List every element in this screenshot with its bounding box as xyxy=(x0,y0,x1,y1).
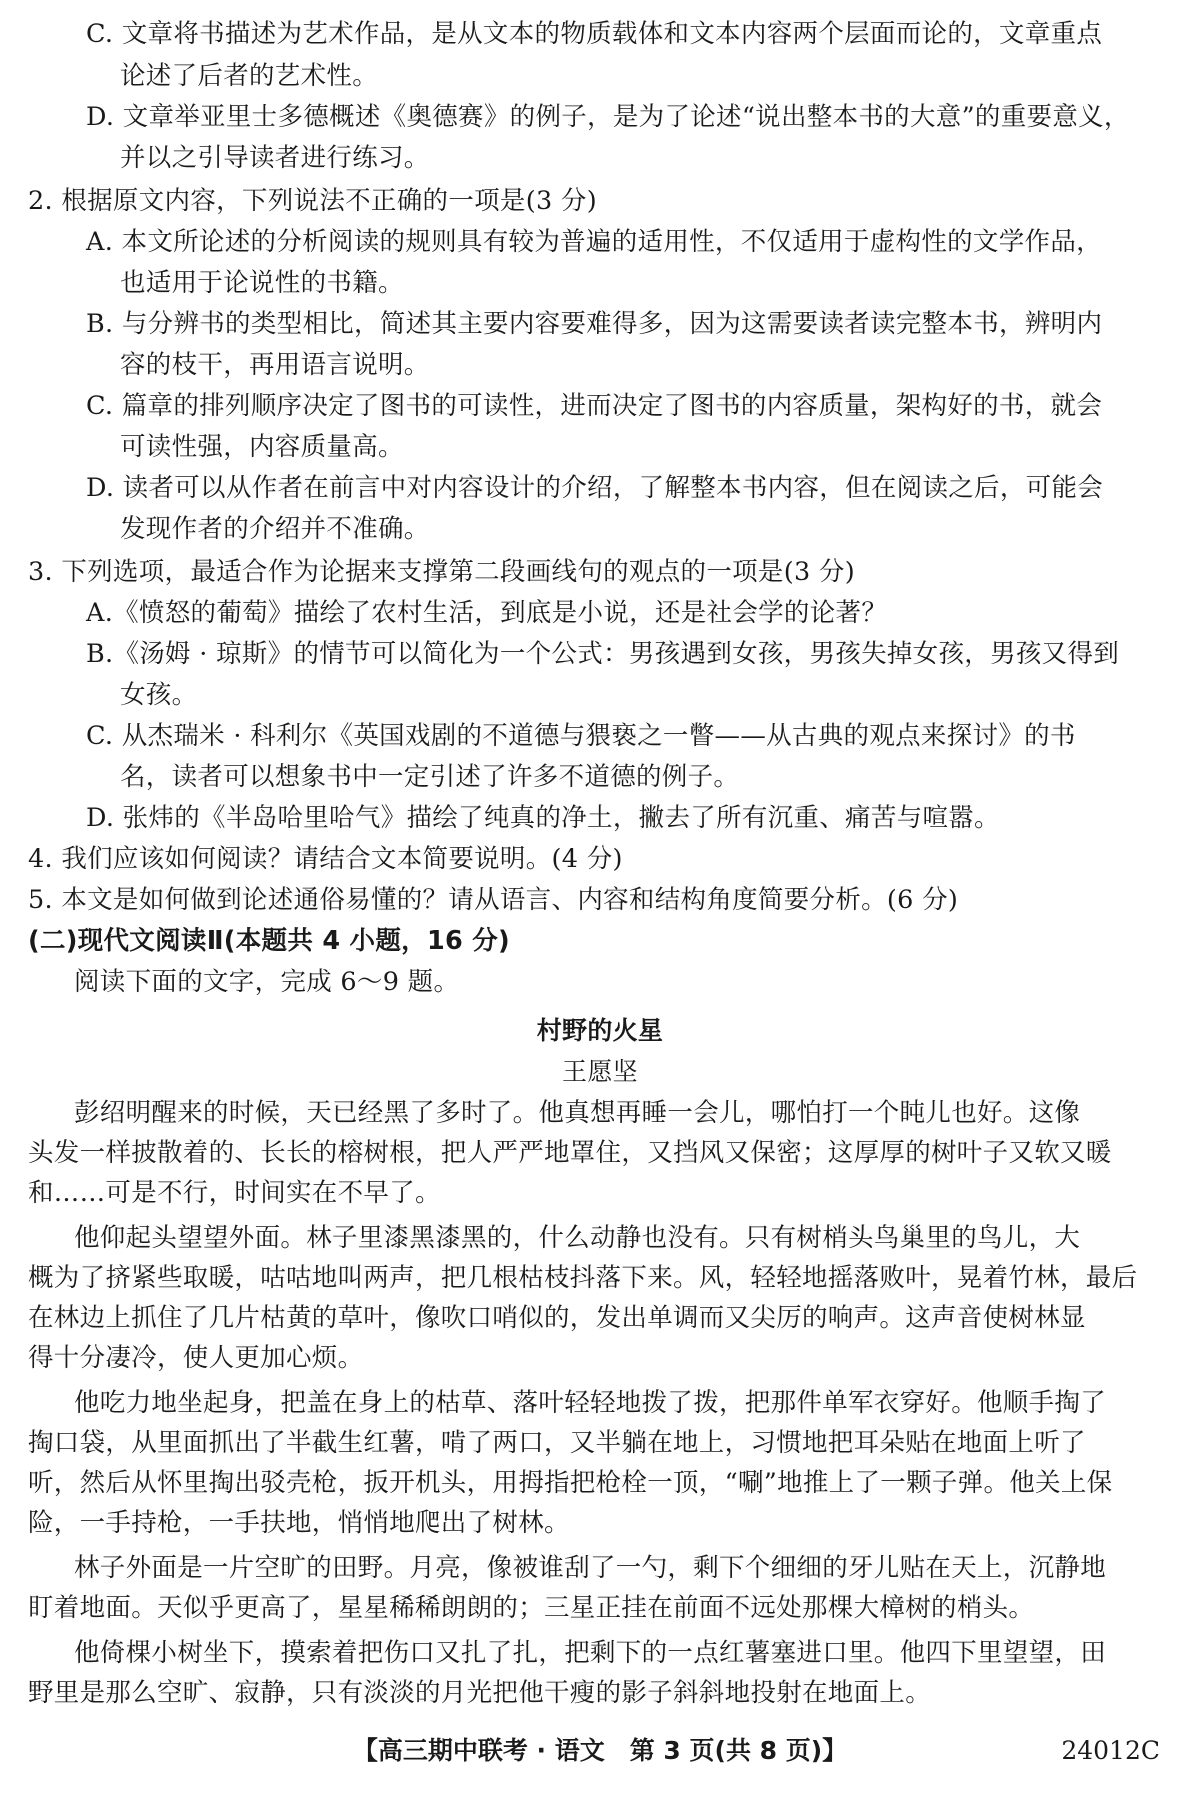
q3-option-c-line1: C. 从杰瑞米 · 科利尔《英国戏剧的不道德与猥亵之一瞥——从古典的观点来探讨》的书 xyxy=(86,721,1076,751)
q2-option-a-line2: 也适用于论说性的书籍。 xyxy=(120,268,404,298)
passage-p3-line2: 掏口袋，从里面抓出了半截生红薯，啃了两口，又半躺在地上，习惯地把耳朵贴在地面上听了 xyxy=(28,1428,1086,1458)
passage-author: 王愿坚 xyxy=(562,1057,638,1086)
page-footer: 【高三期中联考 · 语文 第 3 页(共 8 页)】 xyxy=(352,1736,848,1765)
section2-heading: (二)现代文阅读Ⅱ(本题共 4 小题，16 分) xyxy=(28,926,510,956)
q2-option-a-line1: A. 本文所论述的分析阅读的规则具有较为普遍的适用性，不仅适用于虚构性的文学作品， xyxy=(86,227,1102,257)
q2-option-c-line2: 可读性强，内容质量高。 xyxy=(120,432,404,462)
q1-option-c-line1: C. 文章将书描述为艺术作品，是从文本的物质载体和文本内容两个层面而论的，文章重点 xyxy=(86,19,1103,49)
passage-p3-line1: 他吃力地坐起身，把盖在身上的枯草、落叶轻轻地拨了拨，把那件单军衣穿好。他顺手掏了 xyxy=(74,1388,1107,1418)
q2-option-b-line1: B. 与分辨书的类型相比，简述其主要内容要难得多，因为这需要读者读完整本书，辨明内 xyxy=(86,309,1103,339)
q3-option-b-line2: 女孩。 xyxy=(120,680,198,710)
passage-p2-line2: 概为了挤紧些取暖，咕咕地叫两声，把几根枯枝抖落下来。风，轻轻地摇落败叶，晃着竹林，最后 xyxy=(28,1263,1138,1293)
passage-p4-line2: 盯着地面。天似乎更高了，星星稀稀朗朗的；三星正挂在前面不远处那棵大樟树的梢头。 xyxy=(28,1593,1035,1623)
q3-option-c-line2: 名，读者可以想象书中一定引述了许多不道德的例子。 xyxy=(120,762,740,792)
q2-option-d-line2: 发现作者的介绍并不准确。 xyxy=(120,514,430,544)
q1-option-c-line2: 论述了后者的艺术性。 xyxy=(120,61,379,91)
passage-p2-line1: 他仰起头望望外面。林子里漆黑漆黑的，什么动静也没有。只有树梢头鸟巢里的鸟儿，大 xyxy=(74,1223,1081,1253)
section2-instruction: 阅读下面的文字，完成 6～9 题。 xyxy=(74,967,460,997)
passage-p2-line4: 得十分凄冷，使人更加心烦。 xyxy=(28,1343,364,1373)
passage-p3-line4: 险，一手持枪，一手扶地，悄悄地爬出了树林。 xyxy=(28,1508,570,1538)
passage-p3-line3: 听，然后从怀里掏出驳壳枪，扳开机头，用拇指把枪栓一顶，“唰”地推上了一颗子弹。他关上保 xyxy=(28,1468,1113,1498)
passage-p4-line1: 林子外面是一片空旷的田野。月亮，像被谁刮了一勺，剩下个细细的牙儿贴在天上，沉静地 xyxy=(74,1553,1107,1583)
q1-option-d-line2: 并以之引导读者进行练习。 xyxy=(120,143,430,173)
q3-option-d-line1: D. 张炜的《半岛哈里哈气》描绘了纯真的净土，撇去了所有沉重、痛苦与喧嚣。 xyxy=(86,803,1000,833)
q5-stem: 5. 本文是如何做到论述通俗易懂的？请从语言、内容和结构角度简要分析。(6 分) xyxy=(28,885,959,915)
q3-stem: 3. 下列选项，最适合作为论据来支撑第二段画线句的观点的一项是(3 分) xyxy=(28,557,855,587)
passage-p5-line2: 野里是那么空旷、寂静，只有淡淡的月光把他干瘦的影子斜斜地投射在地面上。 xyxy=(28,1678,932,1708)
passage-title: 村野的火星 xyxy=(536,1016,664,1045)
q3-option-b-line1: B.《汤姆 · 琼斯》的情节可以简化为一个公式：男孩遇到女孩，男孩失掉女孩，男孩又得到 xyxy=(86,639,1120,669)
q3-option-a-line1: A.《愤怒的葡萄》描绘了农村生活，到底是小说，还是社会学的论著？ xyxy=(86,598,888,628)
passage-p5-line1: 他倚棵小树坐下，摸索着把伤口又扎了扎，把剩下的一点红薯塞进口里。他四下里望望，田 xyxy=(74,1638,1107,1668)
passage-p1-line2: 头发一样披散着的、长长的榕树根，把人严严地罩住，又挡风又保密；这厚厚的树叶子又软又暖 xyxy=(28,1138,1112,1168)
passage-p1-line3: 和……可是不行，时间实在不早了。 xyxy=(28,1178,441,1208)
passage-p1-line1: 彭绍明醒来的时候，天已经黑了多时了。他真想再睡一会儿，哪怕打一个盹儿也好。这像 xyxy=(74,1098,1081,1128)
q1-option-d-line1: D. 文章举亚里士多德概述《奥德赛》的例子，是为了论述“说出整本书的大意”的重要意义， xyxy=(86,102,1130,132)
q4-stem: 4. 我们应该如何阅读？请结合文本简要说明。(4 分) xyxy=(28,844,623,874)
q2-option-b-line2: 容的枝干，再用语言说明。 xyxy=(120,350,430,380)
passage-p2-line3: 在林边上抓住了几片枯黄的草叶，像吹口哨似的，发出单调而又尖厉的响声。这声音使树林显 xyxy=(28,1303,1086,1333)
exam-code: 24012C xyxy=(1061,1736,1160,1765)
q2-stem: 2. 根据原文内容，下列说法不正确的一项是(3 分) xyxy=(28,186,597,216)
q2-option-c-line1: C. 篇章的排列顺序决定了图书的可读性，进而决定了图书的内容质量，架构好的书，就会 xyxy=(86,391,1103,421)
q2-option-d-line1: D. 读者可以从作者在前言中对内容设计的介绍，了解整本书内容，但在阅读之后，可能会 xyxy=(86,473,1104,503)
